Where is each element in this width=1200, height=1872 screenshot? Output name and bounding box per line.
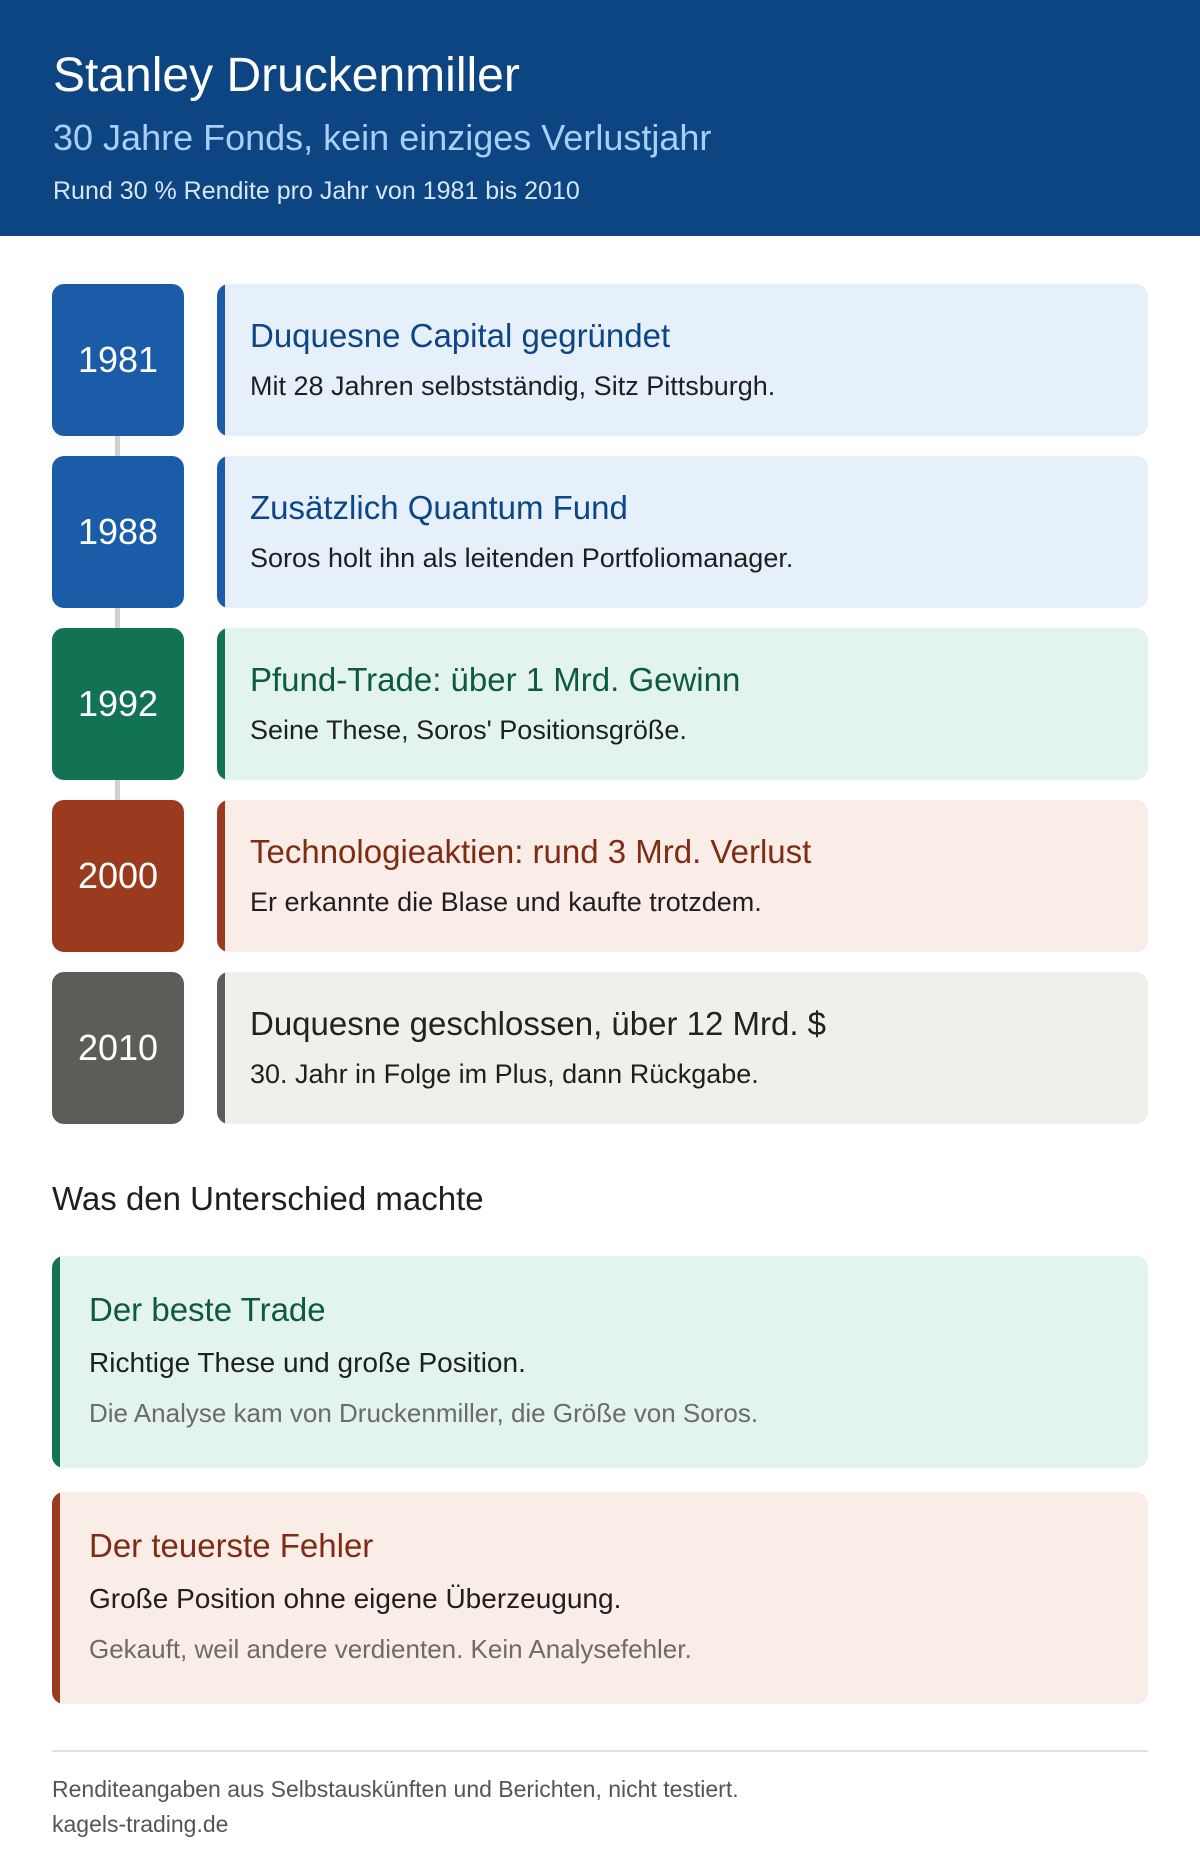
timeline-card — [217, 628, 1148, 780]
page-tagline: Rund 30 % Rendite pro Jahr von 1981 bis 2010 — [53, 177, 580, 205]
card-text: 30. Jahr in Folge im Plus, dann Rückgabe. — [250, 1059, 759, 1089]
timeline-card — [217, 284, 1148, 436]
card-accent-bar — [217, 628, 225, 780]
lesson-note: Die Analyse kam von Druckenmiller, die Größe von Soros. — [89, 1398, 759, 1428]
card-accent-bar — [217, 456, 225, 608]
card-text: Er erkannte die Blase und kaufte trotzdem. — [250, 887, 762, 917]
timeline-entry — [0, 800, 1200, 952]
timeline-card — [217, 456, 1148, 608]
year-label: 2000 — [77, 855, 159, 896]
card-accent-bar — [217, 284, 225, 436]
year-label: 1988 — [77, 511, 159, 552]
lesson-title: Der teuerste Fehler — [89, 1527, 374, 1564]
page-title: Stanley Druckenmiller — [53, 49, 520, 102]
timeline-entry — [0, 972, 1200, 1124]
year-badge — [52, 284, 184, 436]
year-badge — [52, 800, 184, 952]
year-label: 1981 — [77, 339, 159, 380]
lesson-accent-bar — [52, 1256, 60, 1468]
lesson-card-costliest-mistake — [52, 1492, 1148, 1704]
timeline-entry — [0, 456, 1200, 608]
lesson-note: Gekauft, weil andere verdienten. Kein Analysefehler. — [89, 1634, 692, 1664]
card-title: Technologieaktien: rund 3 Mrd. Verlust — [250, 833, 812, 870]
card-accent-bar — [217, 972, 225, 1124]
card-text: Soros holt ihn als leitenden Portfoliomanager. — [250, 543, 794, 573]
footer-source: kagels-trading.de — [52, 1811, 229, 1837]
card-text: Mit 28 Jahren selbstständig, Sitz Pittsburgh. — [250, 371, 776, 401]
year-badge — [52, 456, 184, 608]
year-label: 1992 — [77, 683, 159, 724]
year-badge — [52, 972, 184, 1124]
section-heading: Was den Unterschied machte — [52, 1180, 484, 1217]
footer-divider — [52, 1750, 1148, 1752]
card-text: Seine These, Soros' Positionsgröße. — [250, 715, 687, 745]
timeline-entry — [0, 628, 1200, 780]
lesson-accent-bar — [52, 1492, 60, 1704]
card-title: Duquesne Capital gegründet — [250, 317, 671, 354]
timeline-card — [217, 972, 1148, 1124]
lesson-card-best-trade — [52, 1256, 1148, 1468]
card-title: Pfund-Trade: über 1 Mrd. Gewinn — [250, 661, 741, 698]
header-banner — [0, 0, 1200, 236]
year-badge — [52, 628, 184, 780]
page-subtitle: 30 Jahre Fonds, kein einziges Verlustjahr — [53, 117, 712, 158]
lesson-main-text: Große Position ohne eigene Überzeugung. — [89, 1583, 622, 1614]
timeline-entry — [0, 284, 1200, 436]
lesson-main-text: Richtige These und große Position. — [89, 1347, 526, 1378]
year-label: 2010 — [77, 1027, 159, 1068]
timeline-card — [217, 800, 1148, 952]
footer-disclaimer: Renditeangaben aus Selbstauskünften und Berichten, nicht testiert. — [52, 1776, 739, 1802]
lesson-title: Der beste Trade — [89, 1291, 326, 1328]
card-title: Zusätzlich Quantum Fund — [250, 489, 628, 526]
card-title: Duquesne geschlossen, über 12 Mrd. $ — [250, 1005, 827, 1042]
card-accent-bar — [217, 800, 225, 952]
